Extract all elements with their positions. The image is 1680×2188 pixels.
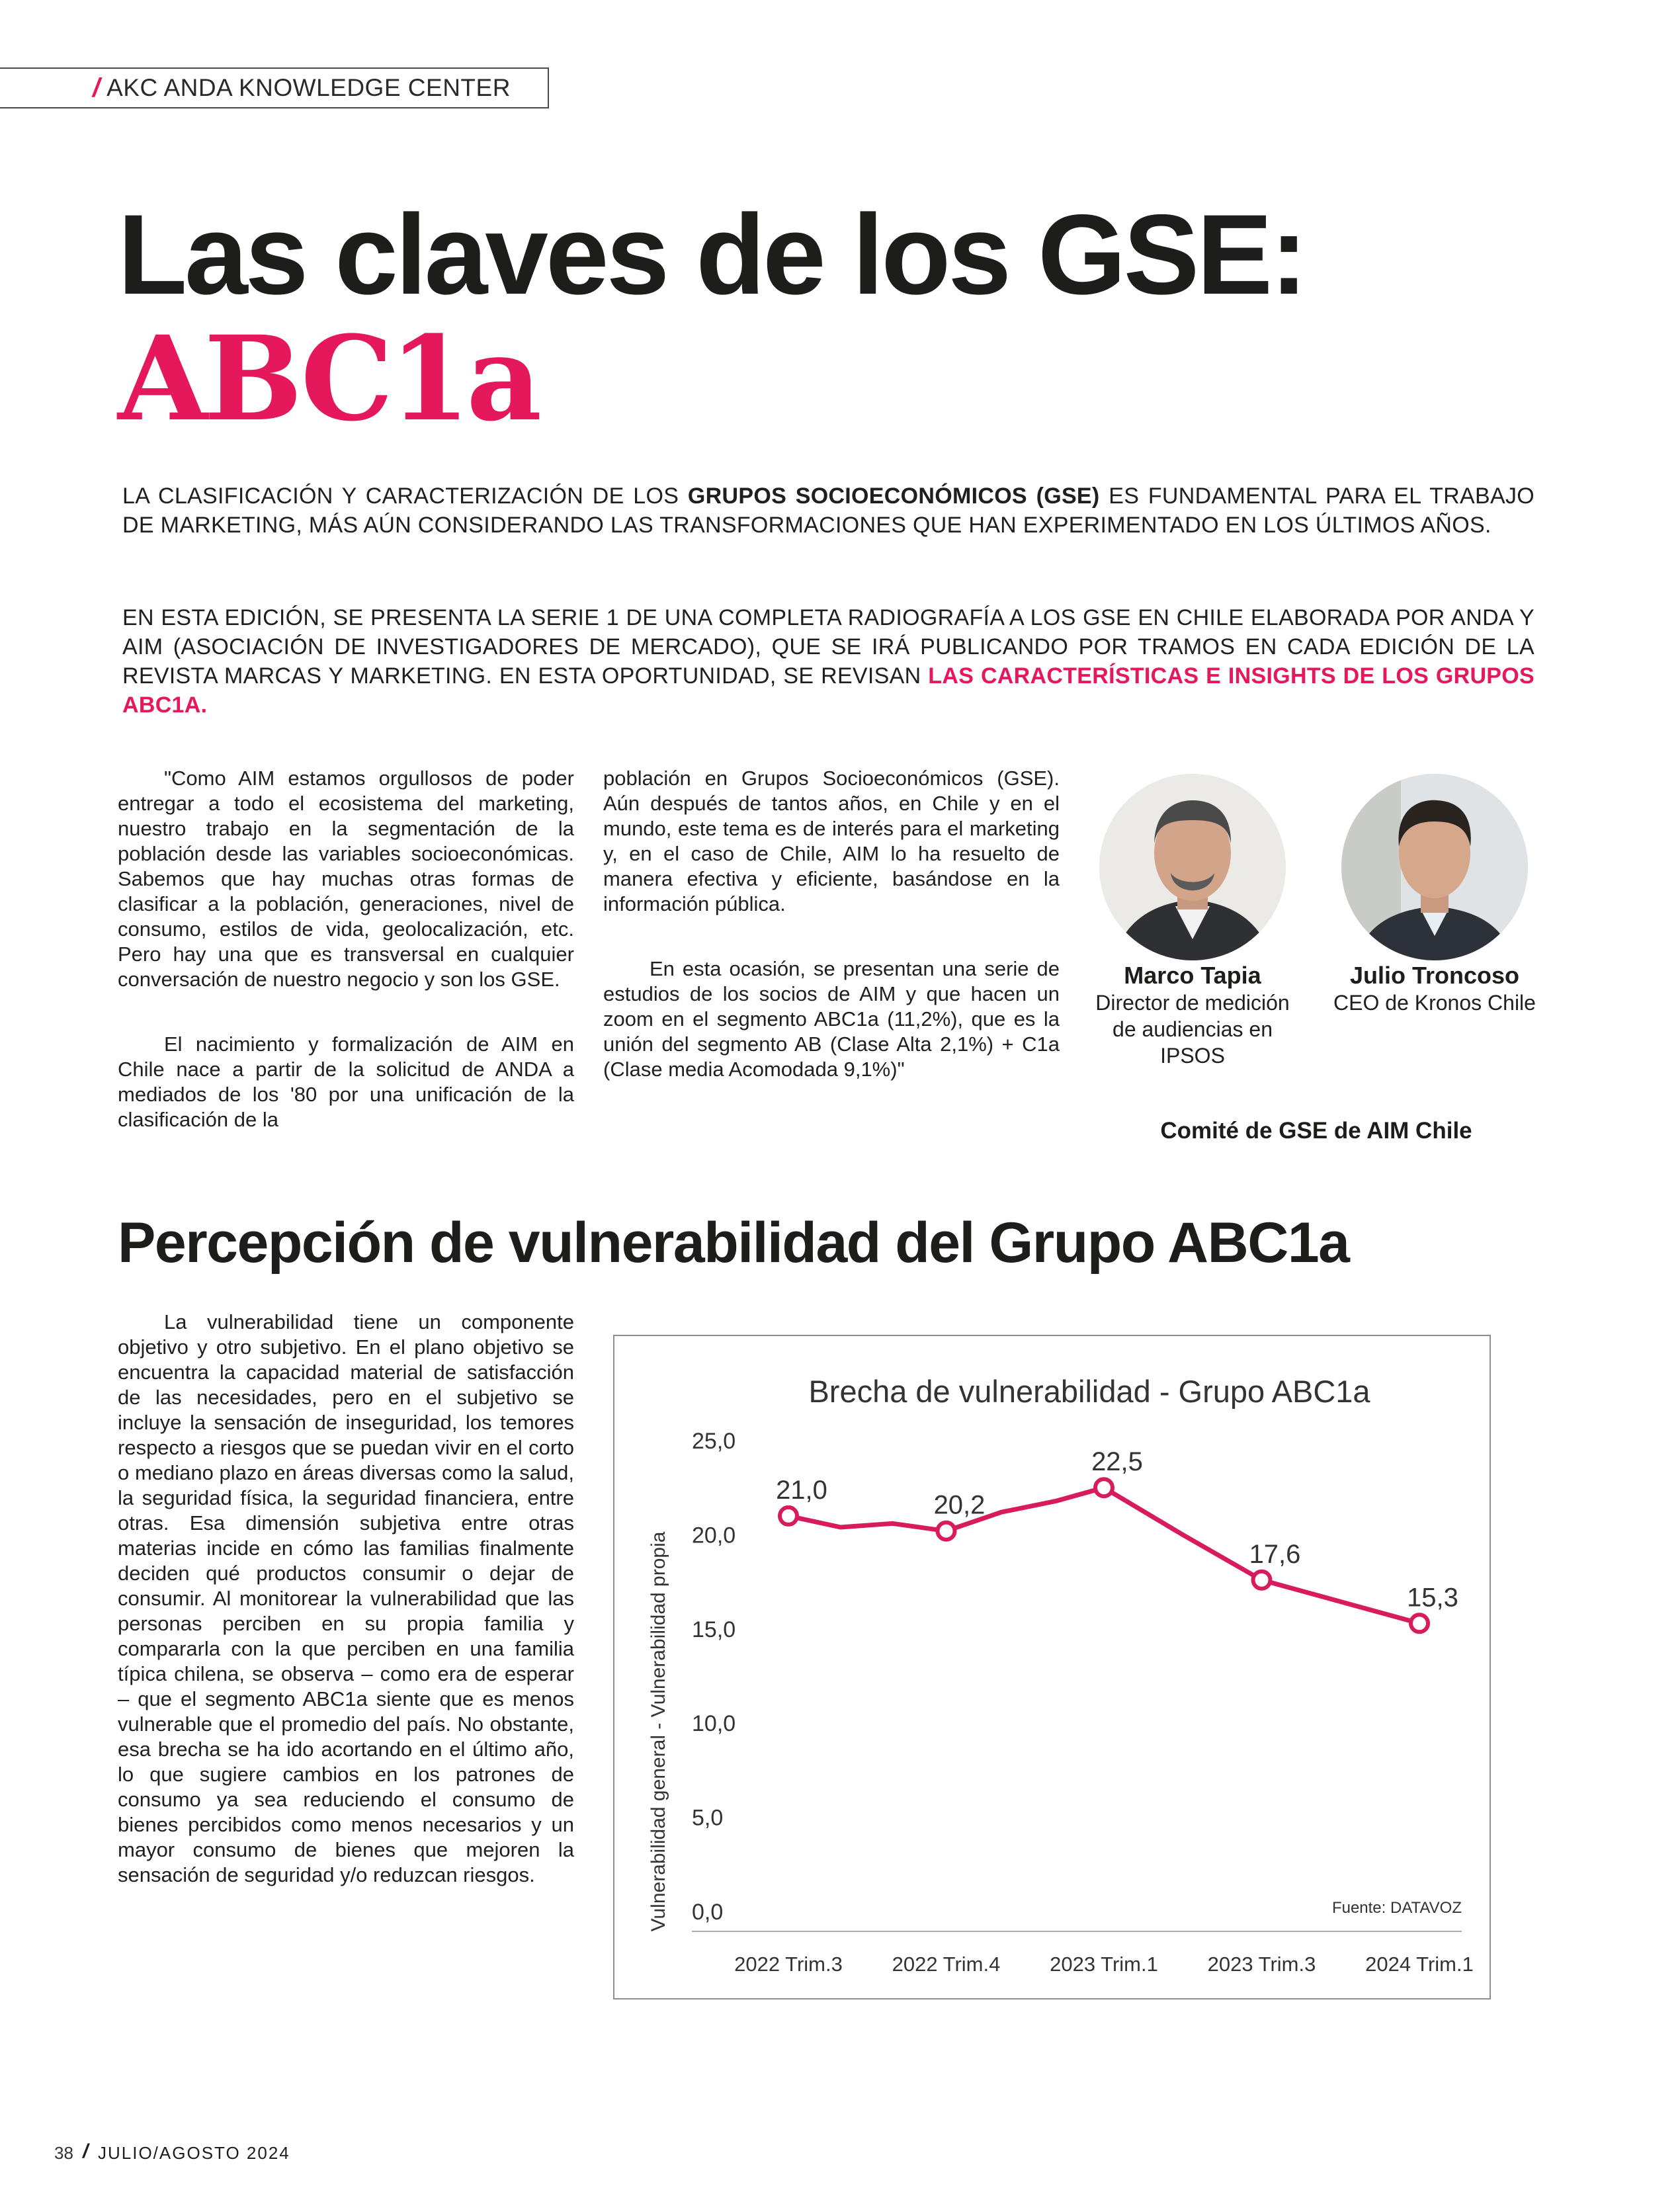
- data-label: 21,0: [776, 1475, 827, 1505]
- chart-source: Fuente: DATAVOZ: [1331, 1899, 1462, 1917]
- slash-mark: /: [93, 73, 101, 103]
- lead2-text: EN ESTA EDICIÓN, SE PRESENTA LA SERIE 1 DE UNA COMPLETA RADIOGRAFÍA A LOS GSE EN CHILE ELABORADA POR ANDA Y AIM (ASOCIACIÓN DE INVESTIGADORES DE MERCADO), QUE SE IRÁ PUBLICANDO POR TRAMOS EN CADA EDICIÓN DE LA REVISTA MARCAS Y MARKETING. EN ESTA OPORTUNIDAD, SE REVISAN: [122, 605, 1534, 689]
- person-role: CEO de Kronos Chile: [1333, 991, 1536, 1015]
- data-label: 20,2: [933, 1490, 986, 1520]
- chart-title: Brecha de vulnerabilidad - Grupo ABC1a: [808, 1374, 1370, 1409]
- avatar-julio-troncoso: [1341, 774, 1528, 960]
- chart-frame: [613, 1335, 1491, 1999]
- y-axis-label: Vulnerabilidad general - Vulnerabilidad propia: [648, 1531, 669, 1932]
- x-tick-label: 2023 Trim.3: [1207, 1953, 1316, 1976]
- y-tick-label: 10,0: [692, 1711, 736, 1737]
- page-title: Las claves de los GSE:: [118, 191, 1306, 318]
- data-label: 22,5: [1091, 1447, 1143, 1477]
- kicker-text: AKC ANDA KNOWLEDGE CENTER: [106, 74, 511, 101]
- body-column-2: [603, 766, 1060, 1082]
- data-point: [1095, 1479, 1113, 1496]
- section-kicker: [0, 67, 549, 108]
- avatar-marco-tapia: [1099, 774, 1286, 960]
- y-tick-label: 25,0: [692, 1429, 736, 1454]
- x-tick-label: 2022 Trim.4: [892, 1953, 1001, 1976]
- lead2-highlight: LAS CARACTERÍSTICAS E INSIGHTS DE LOS GRUPOS ABC1A.: [122, 663, 1535, 718]
- page-number: 38: [54, 2143, 73, 2163]
- person-name: Marco Tapia: [1124, 962, 1261, 989]
- x-tick-label: 2023 Trim.1: [1050, 1953, 1158, 1976]
- line-chart: [614, 1336, 1490, 1998]
- y-tick-label: 20,0: [692, 1523, 736, 1548]
- lead1-text: LA CLASIFICACIÓN Y CARACTERIZACIÓN DE LOS: [122, 484, 688, 509]
- body-paragraph: población en Grupos Socioeconómicos (GSE). Aún después de tantos años, en Chile y en el mundo, este tema es de interés para el marketing y, en el caso de Chile, AIM lo ha resuelto de manera efectiva y eficiente, basándose en la información pública.: [603, 767, 1060, 915]
- body-paragraph: "Como AIM estamos orgullosos de poder entregar a todo el ecosistema del marketing, nuestro trabajo en la segmentación de la población desde las variables socioeconómicas. Sabemos que hay muchas otras formas de clasificar a la población, generaciones, nivel de consumo, estilos de vida, geolocalización, etc. Pero hay una que es transversal en cualquier conversación de nuestro negocio y son los GSE.: [118, 767, 574, 991]
- person-role: Director de medición de audiencias en IPSOS: [1095, 991, 1290, 1068]
- y-tick-label: 5,0: [692, 1805, 724, 1831]
- person-name: Julio Troncoso: [1349, 962, 1520, 989]
- y-tick-label: 15,0: [692, 1617, 736, 1642]
- data-point: [780, 1507, 797, 1525]
- section-title: Percepción de vulnerabilidad del Grupo ABC1a: [118, 1211, 1349, 1275]
- x-tick-label: 2024 Trim.1: [1365, 1953, 1474, 1976]
- committee-label: Comité de GSE de AIM Chile: [1160, 1118, 1472, 1144]
- x-tick-label: 2022 Trim.3: [734, 1953, 843, 1976]
- issue-date: JULIO/AGOSTO 2024: [98, 2143, 290, 2163]
- body-paragraph: La vulnerabilidad tiene un componente objetivo y otro subjetivo. En el plano objetivo se encuentra la capacidad material de satisfacción de las necesidades, pero en el subjetivo se incluye la sensación de inseguridad, los temores respecto a riesgos que se puedan vivir en el corto o mediano plazo en áreas diversas como la salud, la seguridad física, la seguridad financiera, entre otras. Esa dimensión subjetiva entre otras materias incide en cómo las familias finalmente deciden qué productos consumir o dejar de consumir. Al monitorear la vulnerabilidad que las personas perciben en su propia familia y compararla con la que perciben en una familia típica chilena, se observa – como era de esperar – que el segmento ABC1a siente que es menos vulnerable que el promedio del país. No obstante, esa brecha se ha ido acortando en el último año, lo que sugiere cambios en los patrones de consumo ya sea reduciendo el consumo de bienes percibidos como menos necesarios y un mayor consumo de bienes que mejoren la sensación de seguridad y/o reduzcan riesgos.: [118, 1310, 574, 1886]
- section-body: [118, 1310, 574, 1888]
- series-line: [788, 1488, 1419, 1623]
- data-point: [938, 1523, 955, 1540]
- body-paragraph: El nacimiento y formalización de AIM en Chile nace a partir de la solicitud de ANDA a mediados de los '80 por una unificación de la clasificación de la: [118, 1032, 574, 1131]
- y-tick-label: 0,0: [692, 1900, 724, 1925]
- data-point: [1253, 1572, 1271, 1589]
- lead-paragraph-2: [122, 603, 1534, 720]
- lead-paragraph-1: [122, 482, 1534, 540]
- page-subtitle: ABC1a: [118, 310, 538, 447]
- portrait-image: [1341, 774, 1528, 960]
- lead1-text-end: ES FUNDAMENTAL PARA EL TRABAJO DE MARKETING, MÁS AÚN CONSIDERANDO LAS TRANSFORMACIONES QUE HAN EXPERIMENTADO EN LOS ÚLTIMOS AÑOS.: [122, 484, 1534, 538]
- data-label: 15,3: [1407, 1583, 1458, 1613]
- data-point: [1411, 1615, 1428, 1632]
- portrait-image: [1099, 774, 1286, 960]
- body-column-1: [118, 766, 574, 1132]
- slash-mark: /: [83, 2140, 89, 2162]
- lead1-bold: GRUPOS SOCIOECONÓMICOS (GSE): [687, 484, 1100, 509]
- data-label: 17,6: [1249, 1539, 1301, 1569]
- body-paragraph: En esta ocasión, se presentan una serie de estudios de los socios de AIM y que hacen un zoom en el segmento ABC1a (11,2%), que es la unión del segmento AB (Clase Alta 2,1%) + C1a (Clase media Acomodada 9,1%)": [603, 957, 1060, 1081]
